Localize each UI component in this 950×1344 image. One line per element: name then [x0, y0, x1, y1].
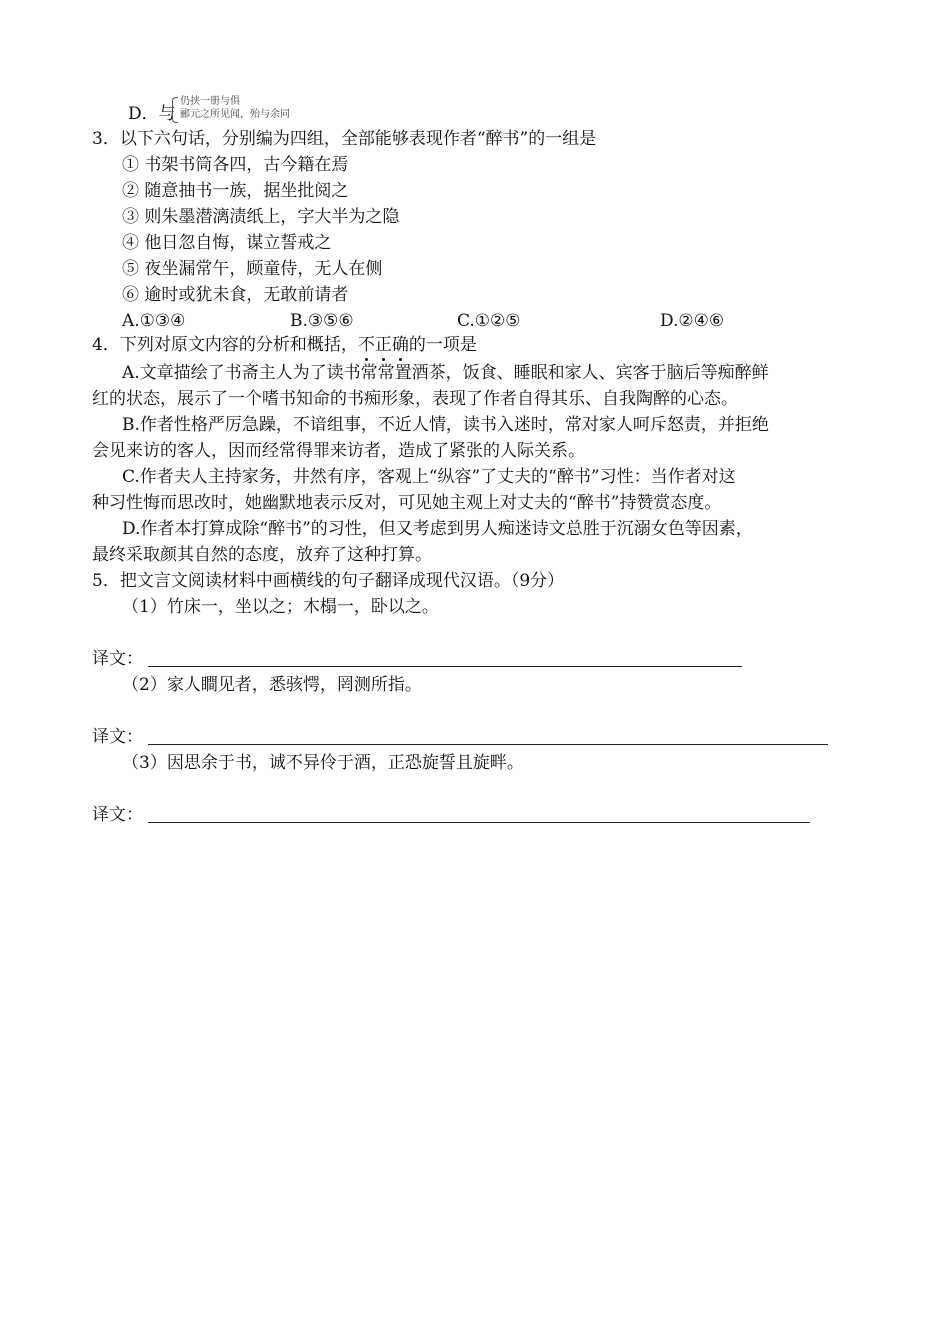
q4-option-a-line1: A.文章描绘了书斋主人为了读书常常置酒茶，饭食、睡眠和家人、宾客于脑后等痴醉鲜: [122, 363, 769, 383]
q4-option-c-line2: 种习性悔而思改时，她幽默地表示反对，可见她主观上对丈夫的“醉书”持赞赏态度。: [92, 493, 722, 513]
q4-option-d-line2: 最终采取颜其自然的态度，放弃了这种打算。: [92, 545, 432, 565]
q5-stem: 5．把文言文阅读材料中画横线的句子翻译成现代汉语。（9分）: [92, 571, 565, 591]
q3-options: [0, 310, 950, 332]
q3-item-4: ④ 他日忽自悔，谋立誓戒之: [122, 233, 332, 253]
q3-option-c[interactable]: C.①②⑤: [457, 311, 521, 331]
q3-item-2: ② 随意抽书一族，据坐批阅之: [122, 181, 349, 201]
q5-sentence-1: （1）竹床一，坐以之；木榻一，卧以之。: [122, 597, 439, 617]
q4-stem-pre: 4．下列对原文内容的分析和概括，: [92, 335, 358, 355]
q3-item-6: ⑥ 逾时或犹未食，无敢前请者: [122, 285, 349, 305]
q5-answer-label-2: 译文：: [92, 727, 143, 747]
q5-sentence-2: （2）家人瞷见者，悉骇愕，罔测所指。: [122, 675, 422, 695]
q4-option-c-line1: C.作者夫人主持家务，井然有序，客观上“纵容”了丈夫的“醉书”习性：当作者对这: [122, 467, 736, 487]
q3-option-b[interactable]: B.③⑤⑥: [290, 311, 354, 331]
q4-stem-post: 的一项是: [408, 335, 477, 355]
q4-option-d-line1: D.作者本打算成除“醉书”的习性，但又考虑到男人痴迷诗文总胜于沉溺女色等因素，: [122, 519, 753, 539]
q3-option-d[interactable]: D.②④⑥: [660, 311, 725, 331]
q2-option-d-label: D．与: [128, 104, 176, 124]
q3-option-a[interactable]: A.①③④: [122, 311, 186, 331]
q4-option-b-line1: B.作者性格严厉急躁，不谙组事，不近人情，读书入迷时，常对家人呵斥怒责，并拒绝: [122, 415, 769, 435]
q2-option-d-line2: 郦元之所见闻，殆与余同: [180, 109, 290, 120]
q5-answer-line-1[interactable]: [148, 666, 742, 667]
q5-sentence-3: （3）因思余于书，诚不异伶于酒，正恐旋誓且旋畔。: [122, 753, 524, 773]
q4-stem: [92, 334, 477, 356]
q4-stem-emphasis-2: 正: [374, 335, 392, 355]
q5-answer-line-3[interactable]: [148, 822, 810, 823]
q4-stem-emphasis-1: 不: [357, 335, 375, 355]
q3-item-3: ③ 则朱墨潜漓渍纸上，字大半为之隐: [122, 207, 400, 227]
q4-stem-emphasis-3: 确: [391, 335, 409, 355]
q3-item-5: ⑤ 夜坐漏常午，顾童侍，无人在侧: [122, 259, 383, 279]
q4-option-b-line2: 会见来访的客人，因而经常得罪来访者，造成了紧张的人际关系。: [92, 441, 585, 461]
q5-answer-line-2[interactable]: [148, 744, 828, 745]
q4-option-a-line2: 红的状态，展示了一个嗜书知命的书痴形象，表现了作者自得其乐、自我陶醉的心态。: [92, 389, 738, 409]
brace-icon: [172, 97, 178, 123]
q3-item-1: ① 书架书筒各四，古今籍在焉: [122, 155, 349, 175]
q2-option-d-line1: 仍挟一册与俱: [180, 96, 240, 107]
q5-answer-label-1: 译文：: [92, 649, 143, 669]
q5-answer-label-3: 译文：: [92, 805, 143, 825]
q3-stem: 3．以下六句话，分别编为四组，全部能够表现作者“醉书”的一组是: [92, 129, 597, 149]
